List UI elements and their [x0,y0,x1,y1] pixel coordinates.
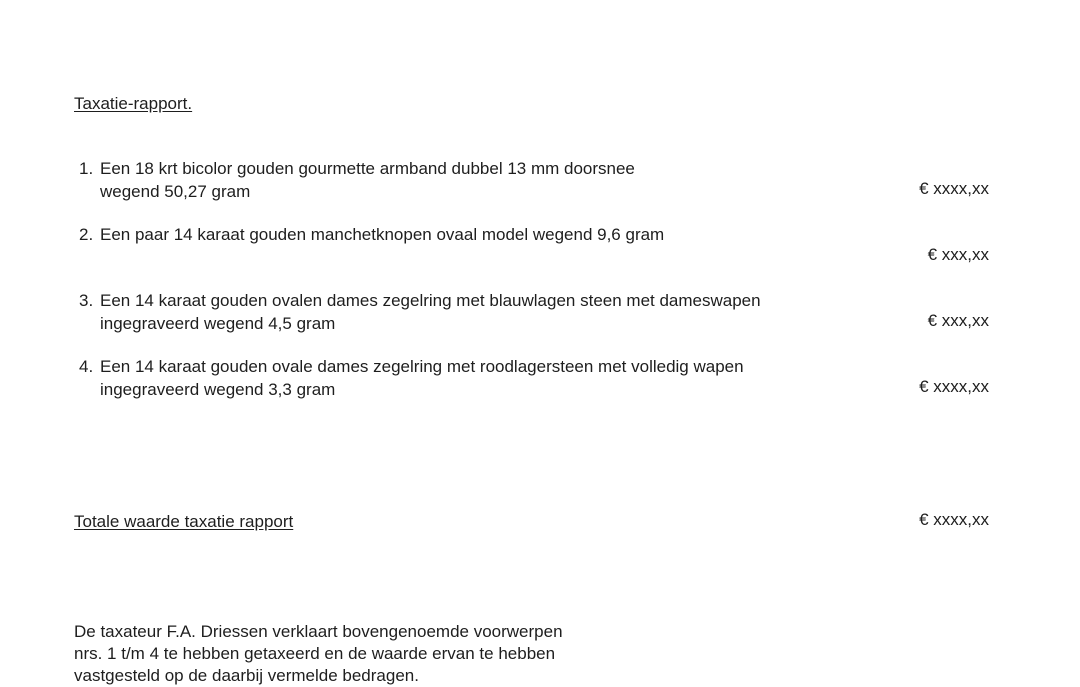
statement-line2: nrs. 1 t/m 4 te hebben getaxeerd en de waarde ervan te hebben [74,644,556,663]
statement-line3: vastgesteld op de daarbij vermelde bedragen. [74,666,419,685]
item-4-line1: Een 14 karaat gouden ovale dames zegelring met roodlagersteen met volledig wapen [100,357,744,376]
report-title: Taxatie-rapport. [74,94,193,113]
total-price: € xxxx,xx [919,510,989,529]
item-3-number: 3. [79,291,94,310]
item-2-line1: Een paar 14 karaat gouden manchetknopen ovaal model wegend 9,6 gram [100,225,665,244]
item-1-line1: Een 18 krt bicolor gouden gourmette armband dubbel 13 mm doorsnee [100,159,635,178]
item-4-price: € xxxx,xx [919,377,989,396]
total-label: Totale waarde taxatie rapport [74,512,294,531]
item-3-line2: ingegraveerd wegend 4,5 gram [100,314,336,333]
item-1-number: 1. [79,159,94,178]
item-1-price: € xxxx,xx [919,179,989,198]
item-2-number: 2. [79,225,94,244]
item-4-line2: ingegraveerd wegend 3,3 gram [100,380,336,399]
item-2-price: € xxx,xx [927,245,989,264]
item-4-number: 4. [79,357,94,376]
item-3-line1: Een 14 karaat gouden ovalen dames zegelring met blauwlagen steen met dameswapen [100,291,761,310]
item-1-line2: wegend 50,27 gram [100,182,251,201]
statement-line1: De taxateur F.A. Driessen verklaart bovengenoemde voorwerpen [74,622,563,641]
item-3-price: € xxx,xx [927,311,989,330]
